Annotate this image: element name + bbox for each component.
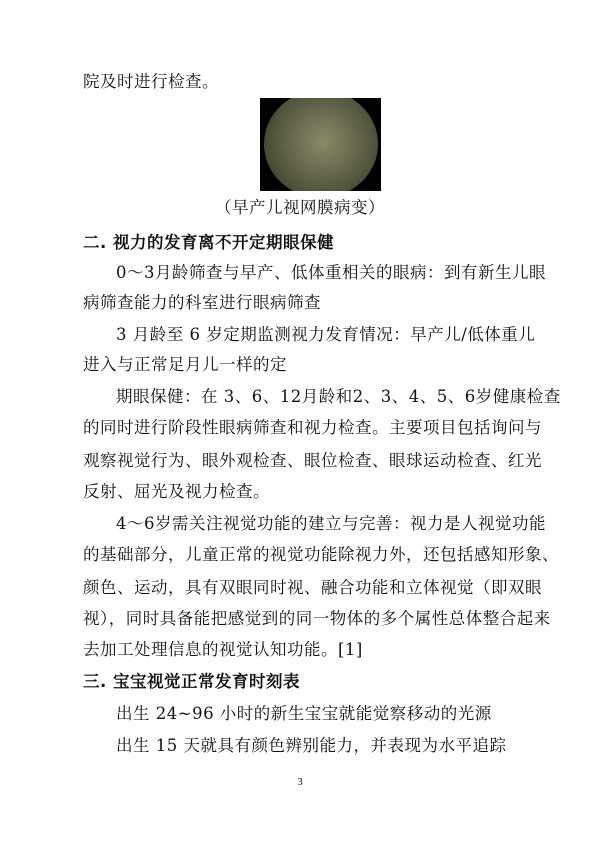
paragraph-line: 院及时进行检查。 [83,72,219,91]
section-heading-2: 二. 视力的发育离不开定期眼保健 [83,233,335,252]
page-number: 3 [297,776,303,788]
figure-caption: （早产儿视网膜病变） [215,198,385,217]
fundus-image [264,98,378,191]
retinopathy-fundus-photo [260,98,381,191]
paragraph-line: 3 月龄至 6 岁定期监测视力发育情况：早产儿/低体重儿 [116,325,536,344]
paragraph-line: 的基础部分，儿童正常的视觉功能除视力外，还包括感知形象、 [83,545,559,564]
paragraph-line: 期眼保健：在 3、6、12月龄和2、3、4、5、6岁健康检查 [116,387,561,406]
paragraph-line: 进入与正常足月儿一样的定 [83,355,287,374]
paragraph-line: 反射、屈光及视力检查。 [83,482,270,501]
paragraph-line: 0～3月龄筛查与早产、低体重相关的眼病：到有新生儿眼 [116,263,546,282]
section-heading-3: 三. 宝宝视觉正常发育时刻表 [83,672,301,691]
paragraph-line: 出生 24~96 小时的新生宝宝就能觉察移动的光源 [116,704,492,723]
paragraph-line: 去加工处理信息的视觉认知功能。[1] [83,640,363,659]
paragraph-line: 颜色、运动，具有双眼同时视、融合功能和立体视觉（即双眼 [83,578,542,597]
paragraph-line: 观察视觉行为、眼外观检查、眼位检查、眼球运动检查、红光 [83,451,542,470]
paragraph-line: 视），同时具备能把感觉到的同一物体的多个属性总体整合起来 [83,609,551,628]
paragraph-line: 病筛查能力的科室进行眼病筛查 [83,293,321,312]
paragraph-line: 出生 15 天就具有颜色辨别能力，并表现为水平追踪 [116,736,507,755]
paragraph-line: 4～6岁需关注视觉功能的建立与完善：视力是人视觉功能 [116,514,546,533]
paragraph-line: 的同时进行阶段性眼病筛查和视力检查。主要项目包括询问与 [83,418,542,437]
